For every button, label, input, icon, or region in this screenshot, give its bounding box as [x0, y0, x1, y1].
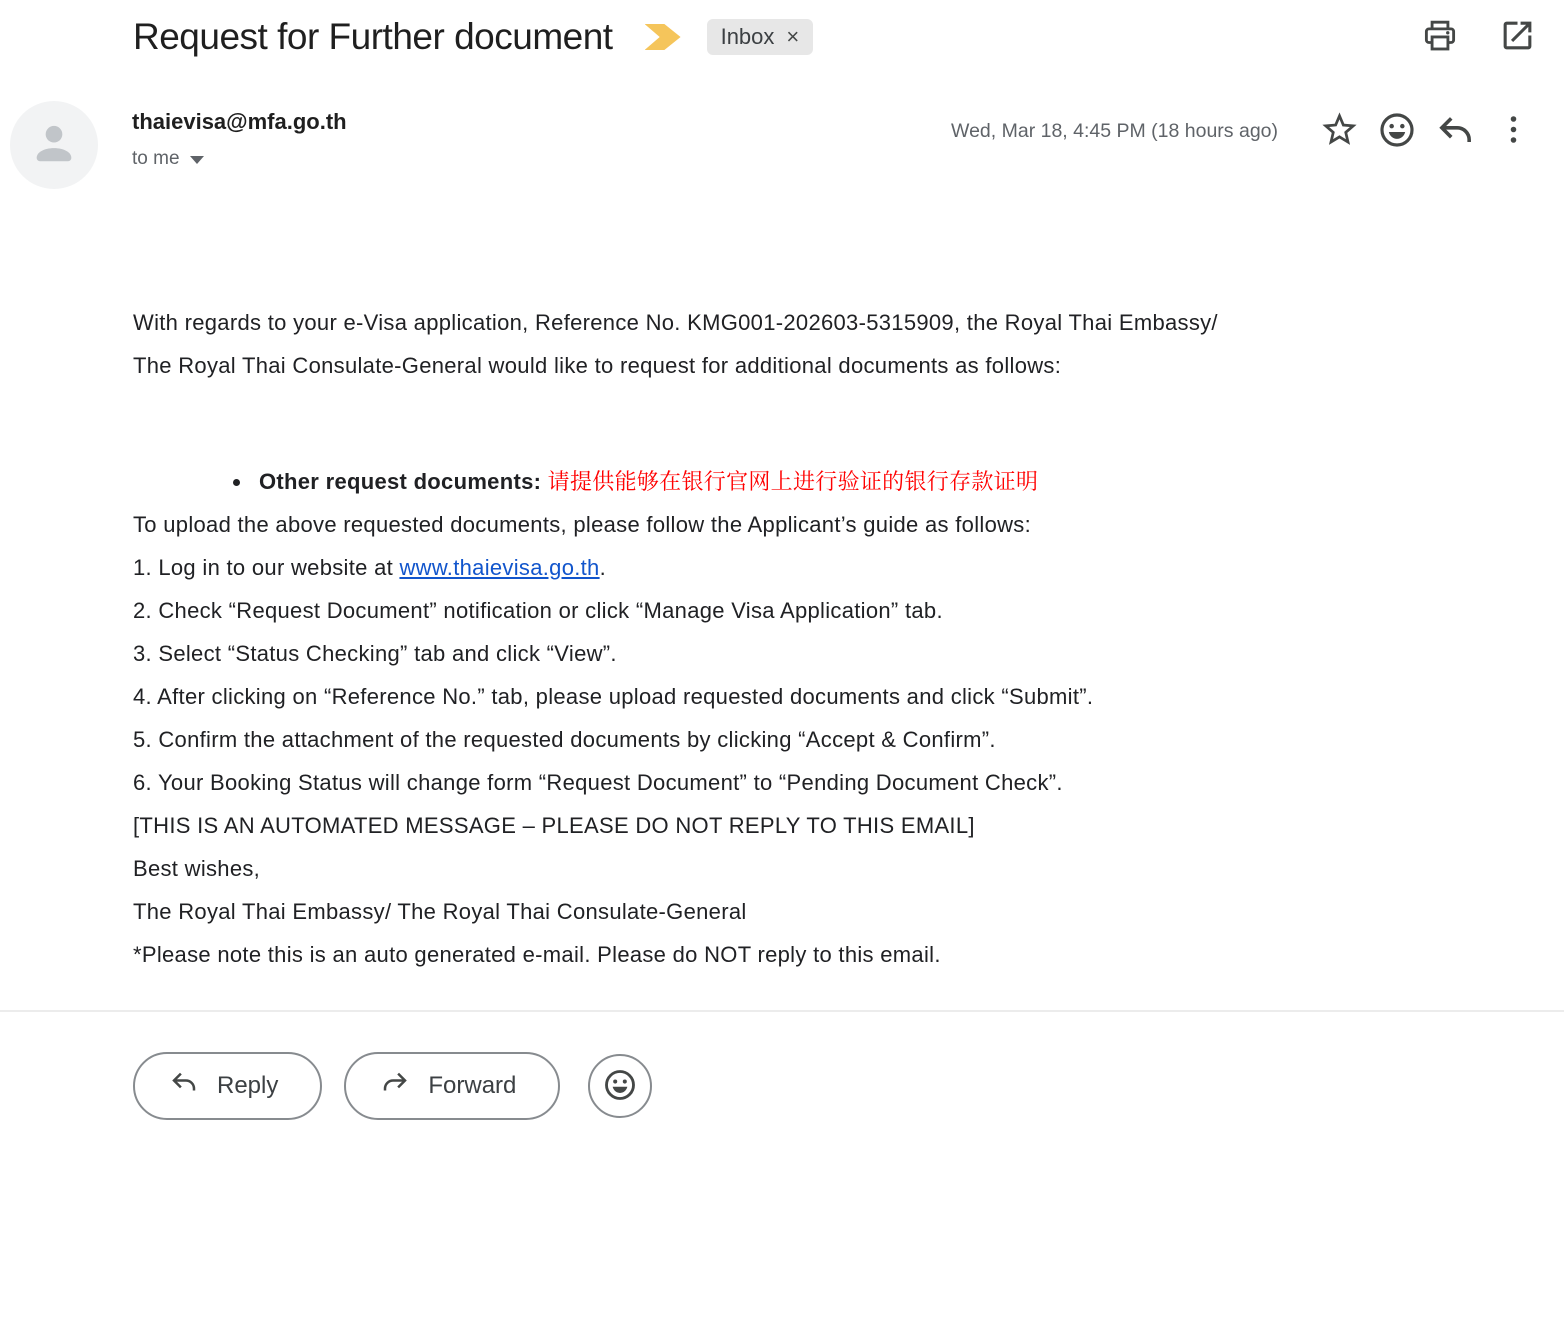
print-icon: [1421, 17, 1459, 58]
subject-row: [0, 0, 1564, 58]
step-1-prefix: 1. Log in to our website at: [133, 555, 400, 580]
sender-row: [0, 101, 1564, 189]
recipient-label: to me: [132, 148, 180, 169]
recipient-details-toggle[interactable]: [132, 148, 347, 170]
add-reaction-button[interactable]: [1368, 107, 1426, 155]
footer-actions: [0, 1012, 1564, 1120]
step-1: [133, 546, 1504, 589]
emoji-smile-icon: [1377, 110, 1417, 153]
important-marker-icon: [645, 24, 681, 50]
forward-pill-label: Forward: [428, 1072, 517, 1099]
bullet-value-chinese: 请提供能够在银行官网上进行验证的银行存款证明: [547, 469, 1039, 494]
signoff: Best wishes,: [133, 856, 261, 881]
forward-arrow-icon: [380, 1068, 410, 1105]
step-2: 2. Check “Request Document” notification or click “Manage Visa Application” tab.: [133, 598, 943, 623]
reply-pill-label: Reply: [217, 1072, 279, 1099]
star-icon: [1319, 109, 1360, 153]
reply-button[interactable]: [1426, 107, 1484, 155]
forward-pill-button[interactable]: [344, 1052, 560, 1120]
emoji-smile-icon: [602, 1067, 638, 1106]
reply-pill-button[interactable]: [133, 1052, 322, 1120]
open-in-new-button[interactable]: [1499, 17, 1536, 57]
step-1-suffix: .: [599, 555, 607, 580]
email-subject: Request for Further document: [133, 16, 613, 57]
thaievisa-link[interactable]: www.thaievisa.go.th: [399, 555, 600, 580]
inbox-label-chip[interactable]: [707, 19, 814, 55]
avatar: [10, 101, 98, 189]
person-icon: [27, 116, 81, 175]
step-4: 4. After clicking on “Reference No.” tab, please upload requested documents and click “Submit”.: [133, 684, 1094, 709]
message-date: Wed, Mar 18, 4:45 PM (18 hours ago): [951, 119, 1278, 142]
more-vert-icon: [1495, 111, 1532, 151]
sender-email: thaievisa@mfa.go.th: [132, 109, 347, 134]
step-6: 6. Your Booking Status will change form “Request Document” to “Pending Document Check”.: [133, 770, 1063, 795]
step-5: 5. Confirm the attachment of the requested documents by clicking “Accept & Confirm”.: [133, 727, 996, 752]
open-in-new-icon: [1499, 17, 1536, 57]
requested-documents-list: [133, 460, 1504, 503]
inbox-label-text: Inbox: [720, 24, 775, 49]
message-meta: [951, 101, 1542, 155]
reply-arrow-icon: [169, 1068, 199, 1105]
more-options-button[interactable]: [1484, 107, 1542, 155]
print-button[interactable]: [1421, 17, 1459, 58]
intro-line-1: With regards to your e-Visa application, Reference No. KMG001-202603-5315909, the Royal Thai Embassy/: [133, 310, 1218, 335]
remove-label-icon[interactable]: ×: [786, 24, 800, 49]
subject-actions: [1421, 17, 1542, 58]
guide-intro: To upload the above requested documents, please follow the Applicant’s guide as follows:: [133, 512, 1032, 537]
message-body: [133, 301, 1504, 976]
intro-line-2: The Royal Thai Consulate-General would like to request for additional documents as follows:: [133, 353, 1062, 378]
signature: The Royal Thai Embassy/ The Royal Thai Consulate-General: [133, 899, 747, 924]
star-button[interactable]: [1310, 107, 1368, 155]
bullet-label: Other request documents:: [259, 469, 542, 494]
chevron-down-icon: [190, 156, 204, 164]
auto-note: *Please note this is an auto generated e-mail. Please do NOT reply to this email.: [133, 942, 941, 967]
requested-document-item: [253, 460, 1504, 503]
step-3: 3. Select “Status Checking” tab and click “View”.: [133, 641, 617, 666]
emoji-reaction-button[interactable]: [588, 1054, 652, 1118]
reply-arrow-icon: [1435, 109, 1476, 153]
automated-notice: [THIS IS AN AUTOMATED MESSAGE – PLEASE DO NOT REPLY TO THIS EMAIL]: [133, 813, 975, 838]
sender-info: [132, 101, 347, 170]
